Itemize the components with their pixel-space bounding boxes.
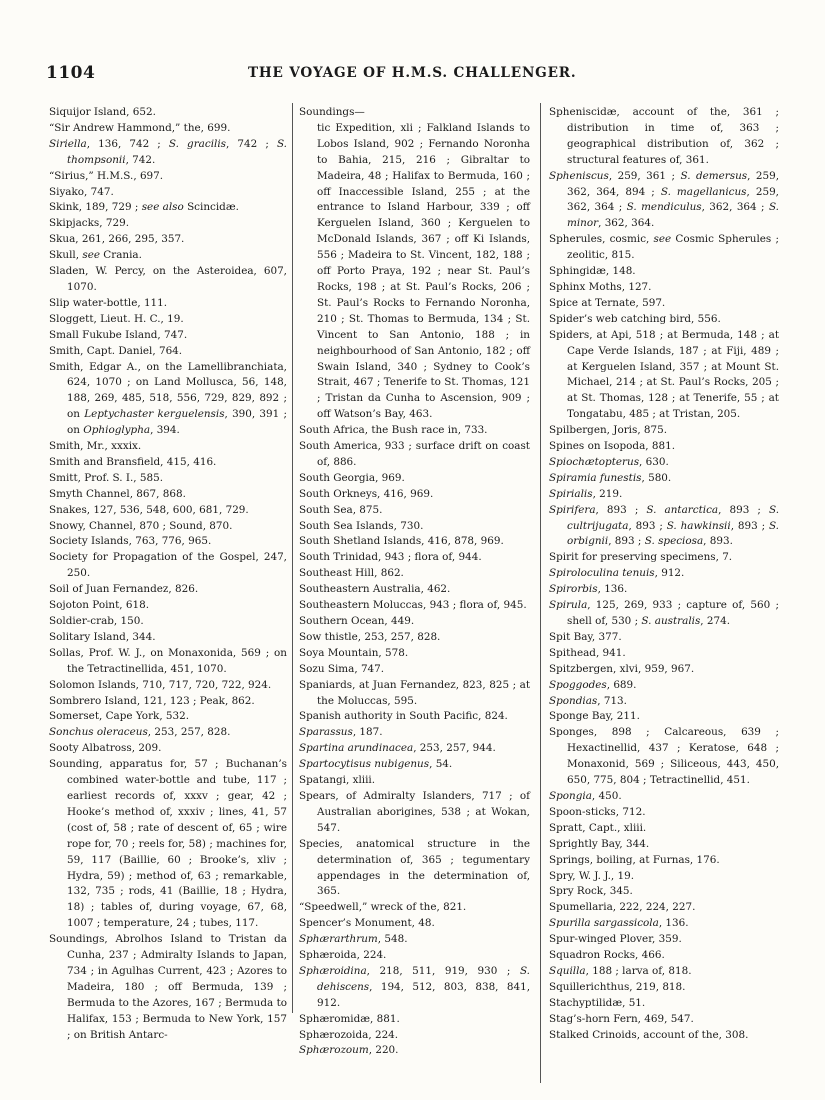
index-entry: Spongia, 450. bbox=[549, 789, 622, 802]
index-entry: South Orkneys, 416, 969. bbox=[299, 487, 434, 500]
index-entry: Spartocytisus nubigenus, 54. bbox=[299, 758, 453, 771]
index-entry: Sprightly Bay, 344. bbox=[549, 837, 650, 850]
index-entry: Spilbergen, Joris, 875. bbox=[549, 424, 668, 437]
index-entry: Slip water-bottle, 111. bbox=[49, 296, 168, 309]
index-entry: Spry, W. J. J., 19. bbox=[549, 869, 635, 882]
index-column-middle bbox=[299, 105, 530, 1059]
index-entry: Species, anatomical structure in the determination of, 365 ; tegumentary appendages in the determination of, 365. bbox=[299, 837, 530, 898]
index-entry: South America, 933 ; surface drift on coast of, 886. bbox=[299, 440, 530, 468]
index-entry: Squilla, 188 ; larva of, 818. bbox=[549, 964, 692, 977]
index-entry: South Georgia, 969. bbox=[299, 471, 405, 484]
index-entry: Soundings— bbox=[299, 106, 365, 118]
index-entry: Spiramia funestis, 580. bbox=[549, 471, 672, 484]
index-entry: Sponge Bay, 211. bbox=[549, 710, 640, 723]
index-entry: Smith, Mr., xxxix. bbox=[49, 440, 142, 453]
index-entry: Snowy, Channel, 870 ; Sound, 870. bbox=[49, 519, 233, 532]
index-entry: Sladen, W. Percy, on the Asteroidea, 607, 1070. bbox=[49, 265, 287, 293]
index-entry: Spines on Isopoda, 881. bbox=[549, 440, 676, 453]
index-entry: Spur-winged Plover, 359. bbox=[549, 933, 682, 946]
index-column-right bbox=[549, 105, 779, 1043]
index-entry: Spurilla sargassicola, 136. bbox=[549, 917, 689, 930]
index-entry: Spice at Ternate, 597. bbox=[549, 296, 666, 309]
index-entry: Small Fukube Island, 747. bbox=[49, 328, 188, 341]
index-entry: Southeast Hill, 862. bbox=[299, 567, 404, 580]
index-entry: Stalked Crinoids, account of the, 308. bbox=[549, 1028, 749, 1041]
index-entry: Squillerichthus, 219, 818. bbox=[549, 980, 686, 993]
index-entry: Squadron Rocks, 466. bbox=[549, 949, 665, 962]
index-entry: Sphæroida, 224. bbox=[299, 949, 387, 962]
index-entry: Spit Bay, 377. bbox=[549, 630, 622, 643]
index-entry: Society for Propagation of the Gospel, 247, 250. bbox=[49, 551, 287, 580]
index-entry: Spaniards, at Juan Fernandez, 823, 825 ; at the Moluccas, 595. bbox=[299, 678, 530, 707]
index-entry: Sozu Sima, 747. bbox=[299, 662, 385, 675]
index-entry: Spears, of Admiralty Islanders, 717 ; of Australian aborigines, 538 ; at Wokan, 547. bbox=[299, 789, 530, 834]
index-entry: Spanish authority in South Pacific, 824. bbox=[299, 710, 508, 723]
index-entry: Spirula, 125, 269, 933 ; capture of, 560 ; shell of, 530 ; S. australis, 274. bbox=[549, 599, 779, 627]
index-entry: Sloggett, Lieut. H. C., 19. bbox=[49, 312, 184, 325]
page-number: 1104 bbox=[46, 63, 96, 83]
index-entry: Spheniscidæ, account of the, 361 ; distribution in time of, 363 ; geographical distribution of, 362 ; structural features of, 361. bbox=[549, 106, 779, 166]
index-entry: Spithead, 941. bbox=[549, 646, 626, 659]
index-entry: Sphærozoum, 220. bbox=[299, 1044, 399, 1057]
index-entry: Soldier-crab, 150. bbox=[49, 615, 144, 627]
index-entry: Sojoton Point, 618. bbox=[49, 599, 150, 612]
index-entry: Soundings, Abrolhos Island to Tristan da Cunha, 237 ; Admiralty Islands to Japan, 734 ; in Agulhas Current, 423 ; Azores to Madeira, 180 ; off Bermuda, 139 ; Bermuda to the Azores, 167 ; Bermuda to Halifax, 153 ; Bermuda to New York, 157 ; on British Antarc- bbox=[49, 933, 287, 1041]
index-entry: Spoggodes, 689. bbox=[549, 678, 637, 691]
index-entry: Skua, 261, 266, 295, 357. bbox=[49, 233, 185, 246]
index-entry: Spartina arundinacea, 253, 257, 944. bbox=[299, 742, 496, 755]
index-entry: South Sea Islands, 730. bbox=[299, 519, 424, 532]
index-entry: Smyth Channel, 867, 868. bbox=[49, 487, 186, 500]
index-column-left bbox=[49, 105, 287, 1043]
index-entry: Sow thistle, 253, 257, 828. bbox=[299, 630, 441, 643]
index-entry: Skipjacks, 729. bbox=[49, 217, 129, 230]
index-entry: Sonchus oleraceus, 253, 257, 828. bbox=[49, 726, 231, 739]
index-entry: “Sir Andrew Hammond,” the, 699. bbox=[49, 121, 231, 134]
index-entry: Smith, Edgar A., on the Lamellibranchiata, 624, 1070 ; on Land Mollusca, 56, 148, 188, 269, 485, 518, 556, 729, 829, 892 ; on Leptychaster kerguelensis, 390, 391 ; on Ophioglypha, 394. bbox=[49, 360, 287, 437]
index-entry: Sphærozoida, 224. bbox=[299, 1028, 399, 1041]
index-entry: Sounding, apparatus for, 57 ; Buchanan’s combined water-bottle and tube, 117 ; earliest records of, xxxv ; gear, 42 ; Hooke’s method of, xxxiv ; lines, 41, 57 (cost of, 58 ; rate of descent of, 65 ; wire rope for, 70 ; reels for, 58) ; machines for, 59, 117 (Baillie, 60 ; Brooke’s, xliv ; Hydra, 59) ; method of, 63 ; remarkable, 132, 735 ; rods, 41 (Baillie, 18 ; Hydra, 18) ; tables of, during voyage, 67, 68, 1007 ; temperature, 24 ; tubes, 117. bbox=[49, 758, 287, 930]
index-entry: Spencer’s Monument, 48. bbox=[299, 917, 435, 930]
index-entry: Spoon-sticks, 712. bbox=[549, 805, 646, 818]
index-entry: Sphæromidæ, 881. bbox=[299, 1012, 400, 1025]
index-entry: Skull, see Crania. bbox=[49, 249, 142, 262]
index-entry: Skink, 189, 729 ; see also Scincidæ. bbox=[49, 201, 239, 214]
index-entry: Sooty Albatross, 209. bbox=[49, 742, 162, 755]
index-entry: Society Islands, 763, 776, 965. bbox=[49, 535, 212, 548]
index-entry: “Sirius,” H.M.S., 697. bbox=[49, 169, 164, 182]
index-entry: Spherules, cosmic, see Cosmic Spherules ; zeolitic, 815. bbox=[549, 233, 779, 262]
index-entry: tic Expedition, xli ; Falkland Islands to Lobos Island, 902 ; Fernando Noronha to Bahia, 215, 216 ; Gibraltar to Madeira, 48 ; Halifax to Bermuda, 160 ; off Inaccessible Island, 255 ; at the entrance to Island Harbour, 339 ; off Kerguelen Island, 360 ; Kerguelen to McDonald Islands, 367 ; off Ki Islands, 556 ; Madeira to St. Vincent, 182, 188 ; off Porto Praya, 192 ; near St. Paul’s Rocks, 198 ; at St. Paul’s Rocks, 206 ; St. Paul’s Rocks to Fernando Noronha, 210 ; St. Thomas to Bermuda, 134 ; St. Vincent to San Antonio, 188 ; in neighbourhood of San Antonio, 182 ; off Swain Island, 340 ; Sydney to Cook’s Strait, 467 ; Tenerife to St. Thomas, 121 ; Tristan da Cunha to Ascension, 909 ; off Watson’s Bay, 463. bbox=[317, 121, 530, 421]
index-entry: Spider’s web catching bird, 556. bbox=[549, 312, 721, 325]
index-entry: Sphingidæ, 148. bbox=[549, 265, 636, 278]
index-entry: Spirialis, 219. bbox=[549, 487, 623, 500]
index-entry: Sphærarthrum, 548. bbox=[299, 933, 408, 946]
index-entry: Spumellaria, 222, 224, 227. bbox=[549, 901, 696, 914]
index-entry: Spatangi, xliii. bbox=[299, 774, 376, 787]
index-entry: Spheniscus, 259, 361 ; S. demersus, 259, 362, 364, 894 ; S. magellanicus, 259, 362, 364 ; S. mendiculus, 362, 364 ; S. minor, 362, 364. bbox=[549, 169, 780, 230]
index-entry: Spirifera, 893 ; S. antarctica, 893 ; S. cultrijugata, 893 ; S. hawkinsii, 893 ; S. orbignii, 893 ; S. speciosa, 893. bbox=[549, 503, 780, 548]
index-entry: Snakes, 127, 536, 548, 600, 681, 729. bbox=[49, 503, 249, 516]
index-entry: Springs, boiling, at Furnas, 176. bbox=[549, 853, 720, 866]
index-entry: Smith and Bransfield, 415, 416. bbox=[49, 455, 217, 468]
index-entry: Siyako, 747. bbox=[49, 185, 114, 198]
index-entry: Spirit for preserving specimens, 7. bbox=[549, 551, 733, 564]
index-entry: Siquijor Island, 652. bbox=[49, 106, 156, 118]
index-entry: Southeastern Australia, 462. bbox=[299, 583, 451, 596]
index-entry: “Speedwell,” wreck of the, 821. bbox=[299, 901, 467, 914]
index-entry: Stag’s-horn Fern, 469, 547. bbox=[549, 1012, 694, 1025]
index-entry: Southeastern Moluccas, 943 ; flora of, 945. bbox=[299, 599, 527, 612]
index-entry: Sphinx Moths, 127. bbox=[549, 280, 652, 293]
index-entry: Sparassus, 187. bbox=[299, 726, 383, 739]
index-entry: South Shetland Islands, 416, 878, 969. bbox=[299, 535, 504, 548]
index-entry: Spitzbergen, xlvi, 959, 967. bbox=[549, 662, 695, 675]
index-entry: Spondias, 713. bbox=[549, 694, 627, 707]
index-entry: Sponges, 898 ; Calcareous, 639 ; Hexactinellid, 437 ; Keratose, 648 ; Monaxonid, 569 ; Siliceous, 443, 450, 650, 775, 804 ; Tetractinellid, 451. bbox=[549, 726, 779, 787]
index-entry: Smith, Capt. Daniel, 764. bbox=[49, 344, 183, 357]
index-entry: Sombrero Island, 121, 123 ; Peak, 862. bbox=[49, 694, 255, 707]
index-entry: Somerset, Cape York, 532. bbox=[49, 710, 190, 723]
index-entry: Soya Mountain, 578. bbox=[299, 646, 409, 659]
index-entry: Soil of Juan Fernandez, 826. bbox=[49, 583, 199, 596]
index-entry: Smitt, Prof. S. I., 585. bbox=[49, 471, 164, 484]
index-entry: Spiochætopterus, 630. bbox=[549, 455, 669, 468]
index-entry: Spratt, Capt., xliii. bbox=[549, 821, 647, 834]
index-entry: South Sea, 875. bbox=[299, 503, 383, 516]
index-entry: Spirorbis, 136. bbox=[549, 583, 628, 596]
column-divider bbox=[540, 103, 541, 1083]
index-entry: Stachyptilidæ, 51. bbox=[549, 996, 646, 1009]
index-entry: Spiroloculina tenuis, 912. bbox=[549, 567, 685, 580]
index-entry: Spry Rock, 345. bbox=[549, 885, 633, 898]
index-entry: Siriella, 136, 742 ; S. gracilis, 742 ; S. thompsonii, 742. bbox=[49, 137, 287, 166]
running-title: THE VOYAGE OF H.M.S. CHALLENGER. bbox=[248, 65, 577, 81]
index-entry: Solomon Islands, 710, 717, 720, 722, 924. bbox=[49, 678, 272, 691]
index-entry: Solitary Island, 344. bbox=[49, 630, 156, 643]
index-entry: Sollas, Prof. W. J., on Monaxonida, 569 ; on the Tetractinellida, 451, 1070. bbox=[49, 646, 287, 675]
index-entry: South Trinidad, 943 ; flora of, 944. bbox=[299, 551, 482, 564]
index-entry: South Africa, the Bush race in, 733. bbox=[299, 424, 488, 437]
index-entry: Spiders, at Api, 518 ; at Bermuda, 148 ; at Cape Verde Islands, 187 ; at Fiji, 489 ; at Kerguelen Island, 357 ; at Mount St. Michael, 214 ; at St. Paul’s Rocks, 205 ; at St. Thomas, 128 ; at Tenerife, 55 ; at Tongatabu, 485 ; at Tristan, 205. bbox=[549, 328, 779, 421]
index-entry: Southern Ocean, 449. bbox=[299, 615, 415, 627]
column-divider bbox=[292, 103, 293, 1013]
index-entry: Sphæroidina, 218, 511, 919, 930 ; S. dehiscens, 194, 512, 803, 838, 841, 912. bbox=[299, 964, 530, 1009]
